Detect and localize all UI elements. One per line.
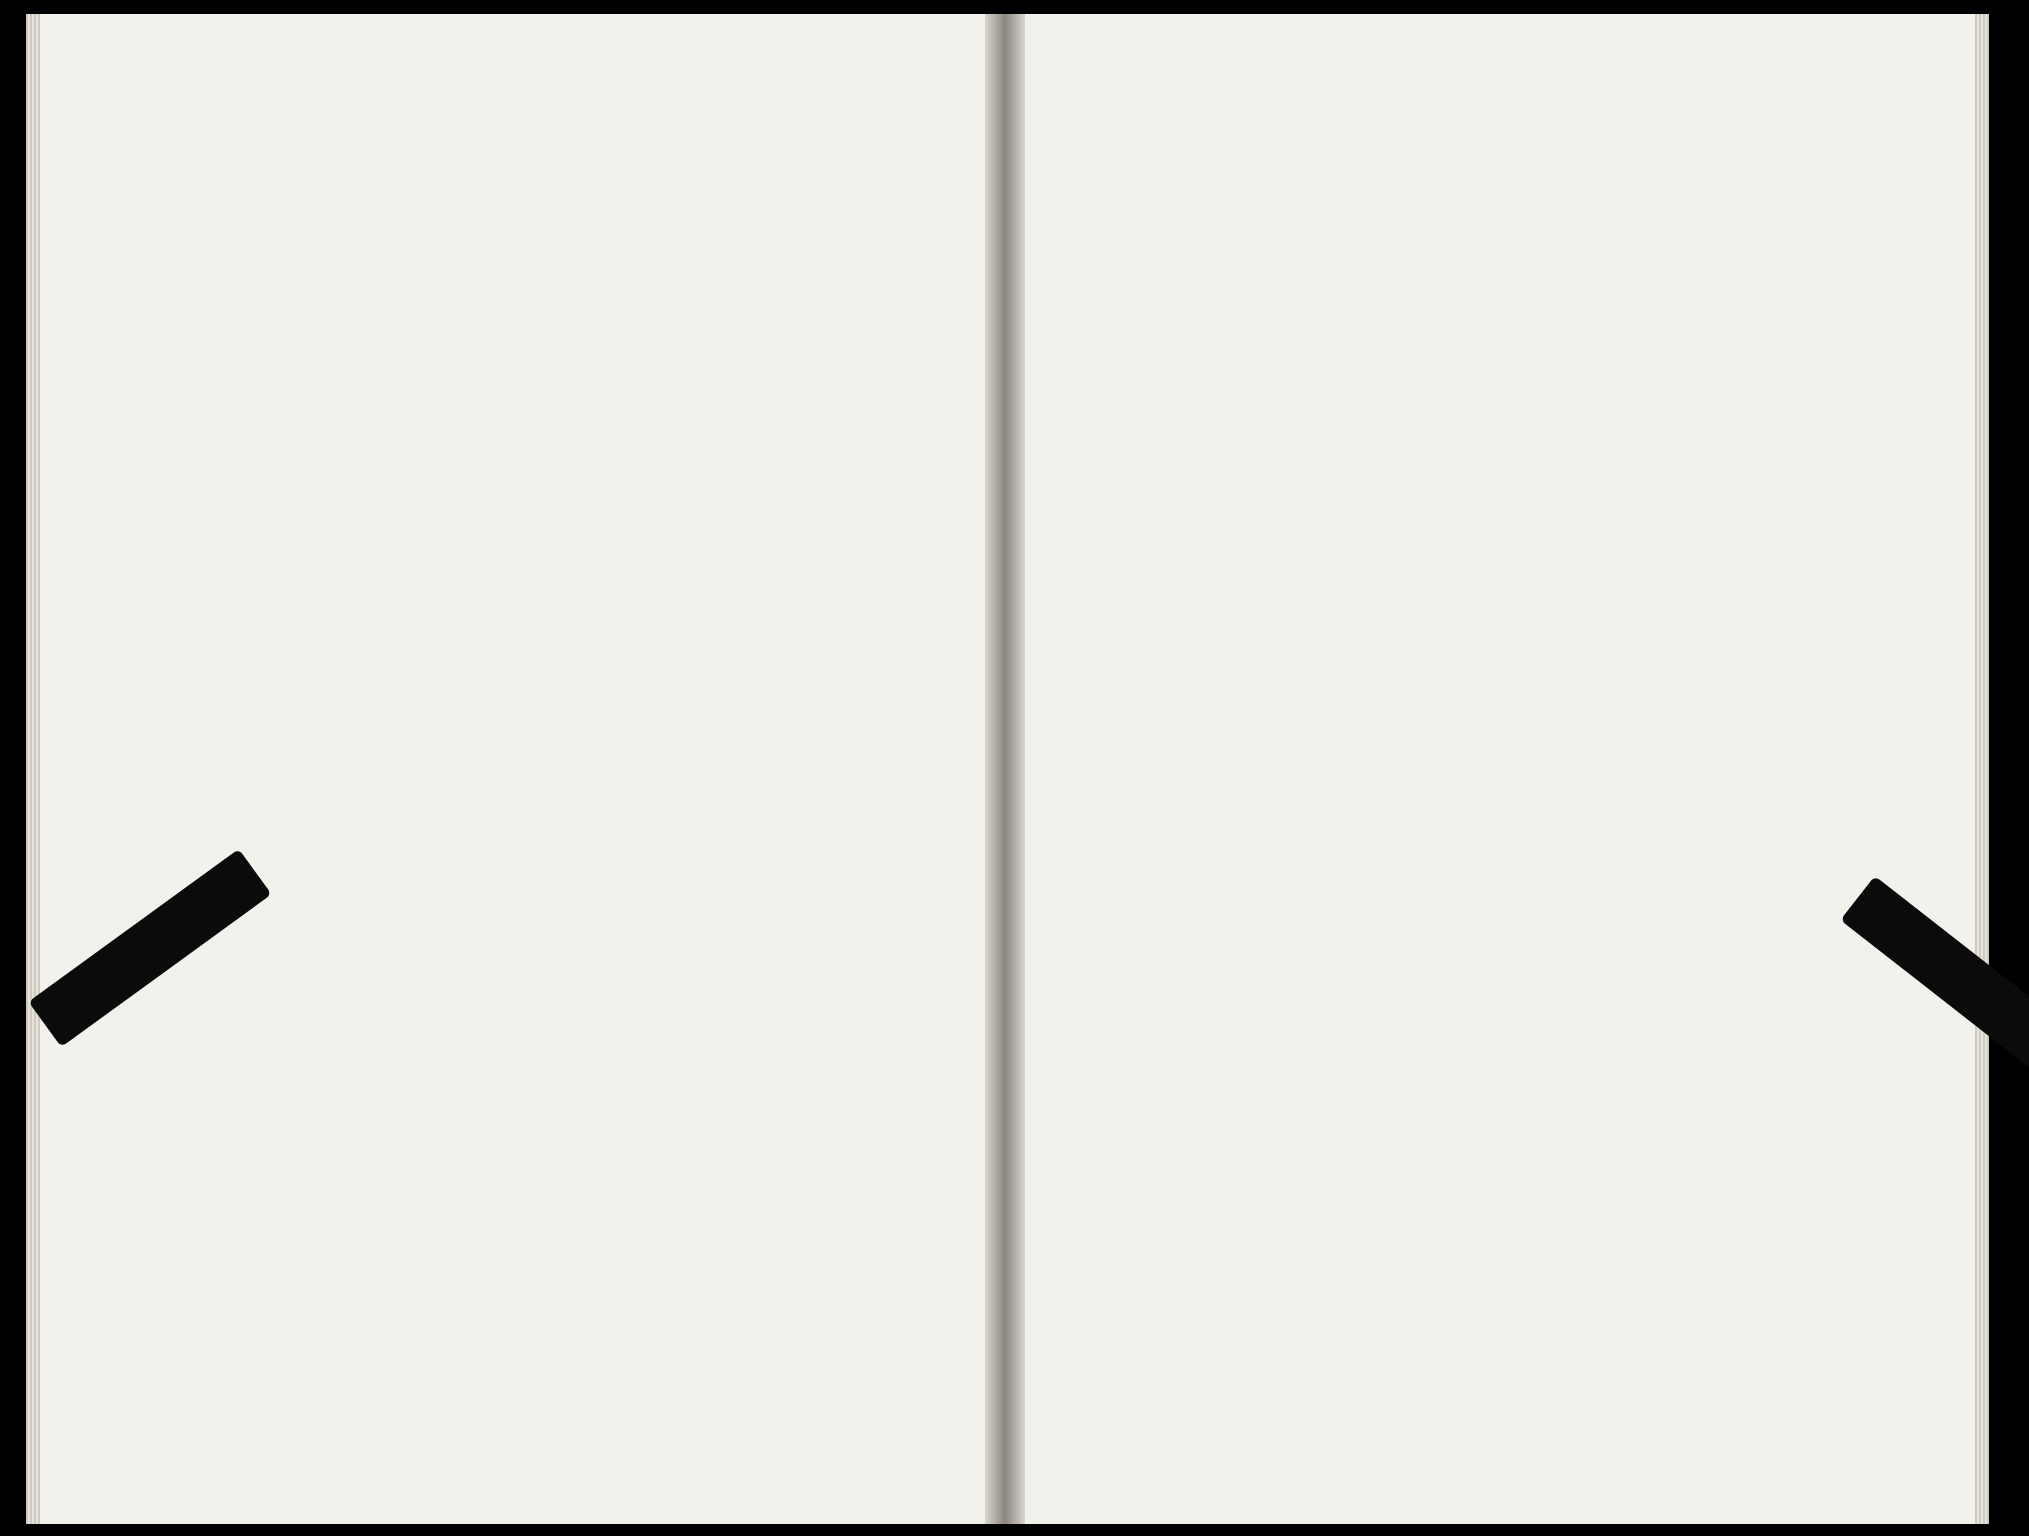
book-gutter [985,14,1025,1524]
page-edges-left [26,14,40,1524]
page-edges-right [1975,14,1989,1524]
left-page [40,14,1008,1524]
right-page [1010,14,1975,1524]
